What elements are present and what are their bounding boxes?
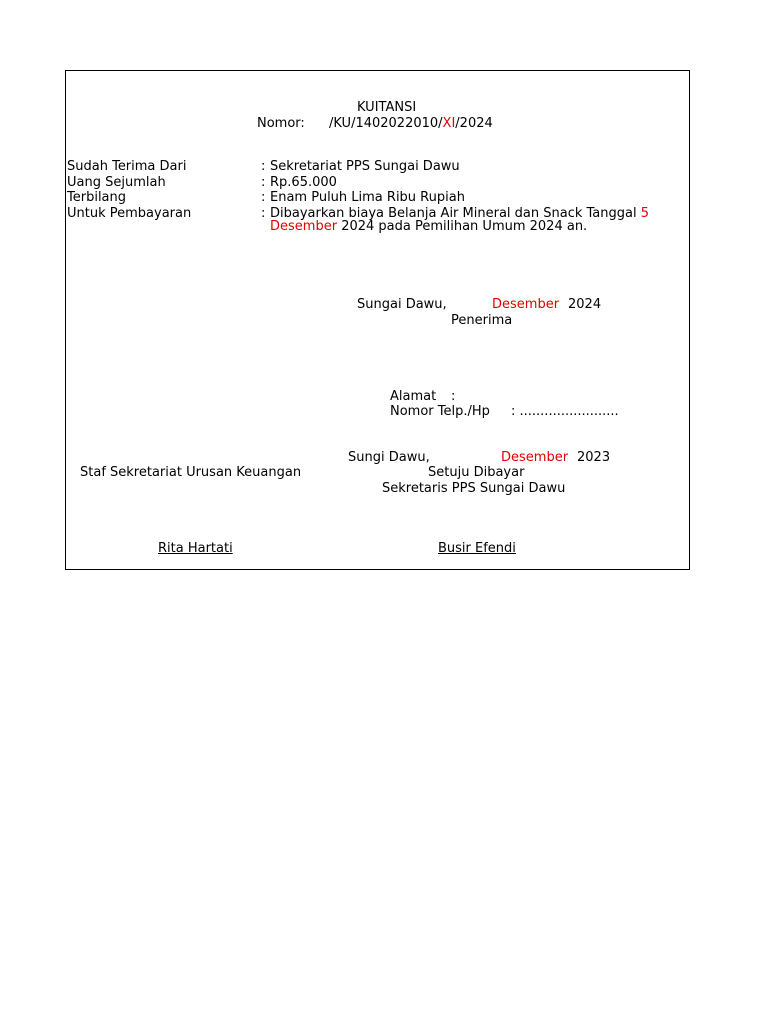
finance-staff-name: Rita Hartati xyxy=(158,541,233,556)
finance-staff-role: Staf Sekretariat Urusan Keuangan xyxy=(80,465,302,480)
receipt-title: KUITANSI xyxy=(357,100,417,115)
address-colon: : xyxy=(451,389,456,404)
approval-place: Sungi Dawu, xyxy=(348,450,430,465)
field-value-received-from: Sekretariat PPS Sungai Dawu xyxy=(270,159,460,174)
receipt-number-label: Nomor: xyxy=(257,116,305,131)
receipt-number-prefix: /KU/1402022010/ xyxy=(329,116,443,131)
secretary-name: Busir Efendi xyxy=(438,541,516,556)
receiver-year: 2024 xyxy=(568,297,602,312)
payment-description: Dibayarkan biaya Belanja Air Mineral dan Snack Tanggal xyxy=(270,206,637,221)
approval-year: 2023 xyxy=(577,450,611,465)
payment-description-rest: 2024 pada Pemilihan Umum 2024 an. xyxy=(341,219,588,234)
receipt-number xyxy=(329,116,493,131)
field-colon-in-words: : xyxy=(261,190,266,205)
phone-value: : ........................ xyxy=(511,404,619,419)
field-colon-received-from: : xyxy=(261,159,266,174)
receiver-month: Desember xyxy=(492,297,560,312)
field-value-in-words: Enam Puluh Lima Ribu Rupiah xyxy=(270,190,465,205)
address-label: Alamat xyxy=(390,389,437,404)
field-colon-payment-for: : xyxy=(261,206,266,221)
payment-date-month: Desember xyxy=(270,219,338,234)
phone-label: Nomor Telp./Hp xyxy=(390,404,490,419)
secretary-role: Sekretaris PPS Sungai Dawu xyxy=(382,481,566,496)
field-label-payment-for: Untuk Pembayaran xyxy=(67,206,192,221)
approval-month: Desember xyxy=(501,450,569,465)
approve-text: Setuju Dibayar xyxy=(428,465,525,480)
payment-date-day: 5 xyxy=(640,206,650,221)
field-value-amount: Rp.65.000 xyxy=(270,175,337,190)
field-colon-amount: : xyxy=(261,175,266,190)
receipt-number-suffix: /2024 xyxy=(455,116,493,131)
payment-description-line2 xyxy=(270,219,587,234)
receipt-number-month: XI xyxy=(442,116,456,131)
receipt-border xyxy=(65,70,690,570)
field-label-amount: Uang Sejumlah xyxy=(67,175,166,190)
field-label-received-from: Sudah Terima Dari xyxy=(67,159,187,174)
receiver-role: Penerima xyxy=(451,313,513,328)
receiver-place: Sungai Dawu, xyxy=(357,297,447,312)
field-label-in-words: Terbilang xyxy=(67,190,127,205)
